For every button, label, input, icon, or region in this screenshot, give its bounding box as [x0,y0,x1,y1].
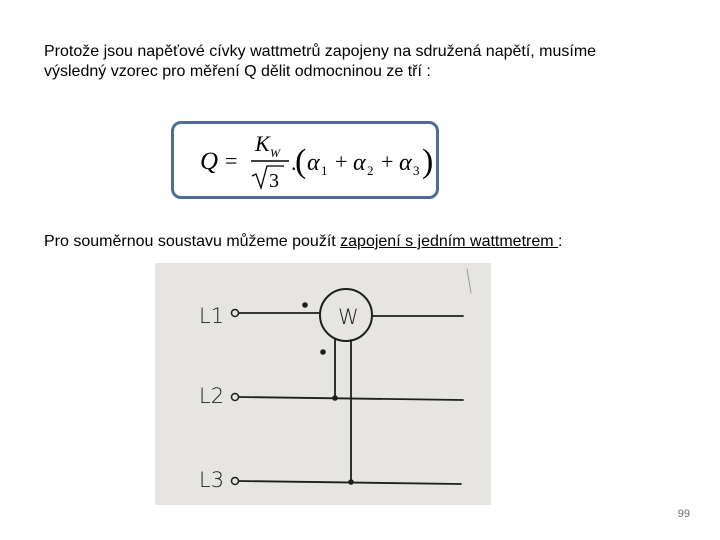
formula-sqrt-3: 3 [269,170,279,192]
intro-line-1: Protože jsou napěťové cívky wattmetrů zapojeny na sdružená napětí, musíme [44,43,597,60]
formula-sqrt-sign [252,166,284,188]
formula-plus-2: + [381,149,394,174]
wattmeter-label: W [338,305,359,329]
formula-q: Q [200,148,219,175]
l3-label: L3 [199,468,225,492]
l2-junction-dot [332,395,338,401]
l2-terminal [232,394,239,401]
formula-sub-1: 1 [321,163,328,178]
single-wattmeter-paragraph [44,232,562,252]
intro-paragraph [44,42,596,82]
formula-k-subscript: W [270,146,280,160]
formula-box [171,121,439,199]
l3-junction-dot [348,479,354,485]
scan-mark [467,269,471,293]
voltage-coil-polarity-dot [320,349,326,355]
current-coil-polarity-dot [302,302,308,308]
formula-close-paren: ) [422,143,434,180]
formula-alpha-1: α [307,150,320,176]
formula-alpha-2: α [353,150,366,176]
formula-sub-3: 3 [413,163,420,178]
single-wattmeter-connection-link[interactable]: zapojení s jedním wattmetrem [340,233,559,250]
paragraph-2-text: Pro souměrnou soustavu můžeme použít [44,233,341,250]
paragraph-2-colon: : [558,233,563,250]
formula-plus-1: + [335,149,348,174]
l3-terminal [232,478,239,485]
page-number: 99 [677,508,690,520]
formula-equals: = [225,148,238,173]
formula-sub-2: 2 [367,163,374,178]
formula-open-paren: ( [295,143,307,180]
l1-label: L1 [199,304,225,328]
l2-label: L2 [199,384,225,408]
circuit-diagram [155,263,491,505]
formula-dot: . [291,150,297,175]
intro-line-2: výsledný vzorec pro měření Q dělit odmocninou ze tří : [44,63,431,80]
l1-terminal [232,310,239,317]
circuit-drawing [155,263,491,505]
formula-equation [174,124,436,196]
formula-alpha-3: α [399,150,412,176]
formula-k: K [255,131,270,156]
